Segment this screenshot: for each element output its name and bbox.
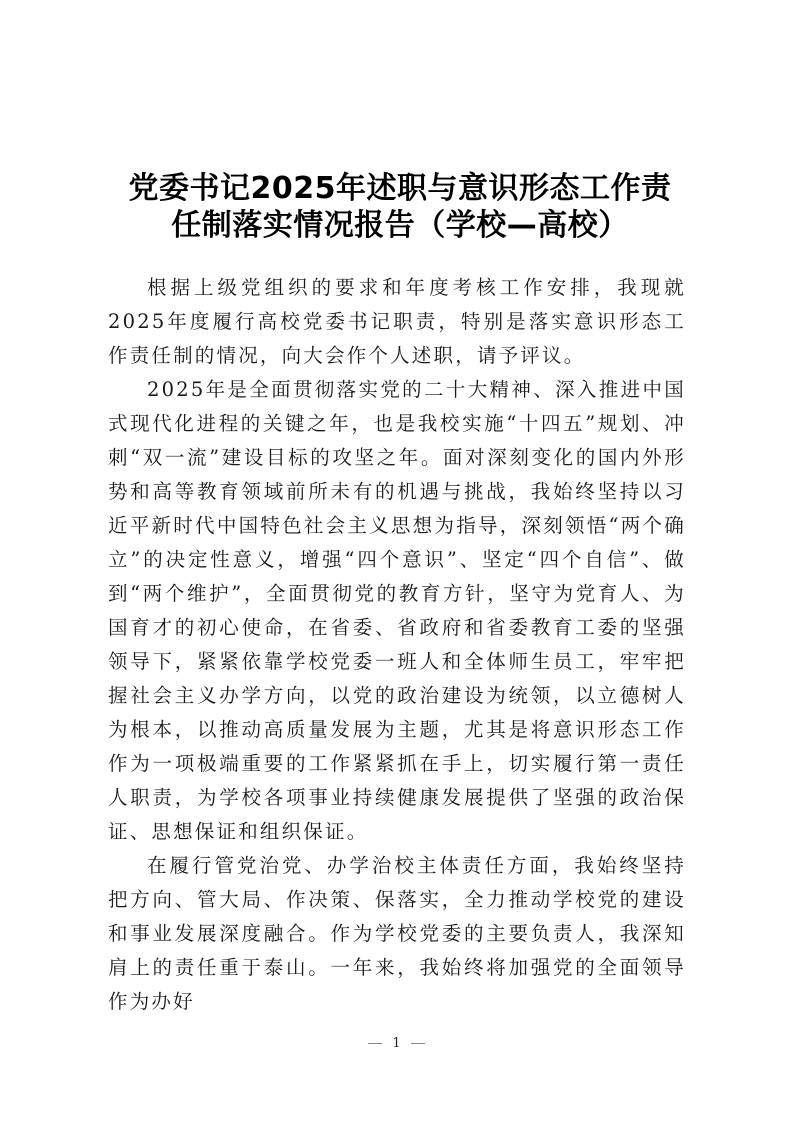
paragraph-3: 在履行管党治党、办学治校主体责任方面，我始终坚持把方向、管大局、作决策、保落实，全力推动学校党的建设和事业发展深度融合。作为学校党委的主要负责人，我深知肩上的责任重于泰山。一年来，我始终将加强党的全面领导作为办好 <box>108 854 686 1013</box>
document-title <box>100 170 700 244</box>
title-line-1: 党委书记2025年述职与意识形态工作责 <box>128 171 672 207</box>
paragraph-1: 根据上级党组织的要求和年度考核工作安排，我现就2025年度履行高校党委书记职责，特别是落实意识形态工作责任制的情况，向大会作个人述职，请予评议。 <box>108 276 686 367</box>
page-number-right-dash <box>411 1043 425 1044</box>
page-footer <box>0 1036 793 1051</box>
title-line-2: 任制落实情况报告（学校—高校） <box>171 208 629 244</box>
page-number: 1 <box>392 1036 401 1051</box>
page-number-left-dash <box>368 1043 382 1044</box>
paragraph-2: 2025年是全面贯彻落实党的二十大精神、深入推进中国式现代化进程的关键之年，也是我校实施“十四五”规划、冲刺“双一流”建设目标的攻坚之年。面对深刻变化的国内外形势和高等教育领域前所未有的机遇与挑战，我始终坚持以习近平新时代中国特色社会主义思想为指导，深刻领悟“两个确立”的决定性意义，增强“四个意识”、坚定“四个自信”、做到“两个维护”，全面贯彻党的教育方针，坚守为党育人、为国育才的初心使命，在省委、省政府和省委教育工委的坚强领导下，紧紧依靠学校党委一班人和全体师生员工，牢牢把握社会主义办学方向，以党的政治建设为统领，以立德树人为根本，以推动高质量发展为主题，尤其是将意识形态工作作为一项极端重要的工作紧紧抓在手上，切实履行第一责任人职责，为学校各项事业持续健康发展提供了坚强的政治保证、思想保证和组织保证。 <box>108 378 686 843</box>
document-body <box>108 271 686 1019</box>
